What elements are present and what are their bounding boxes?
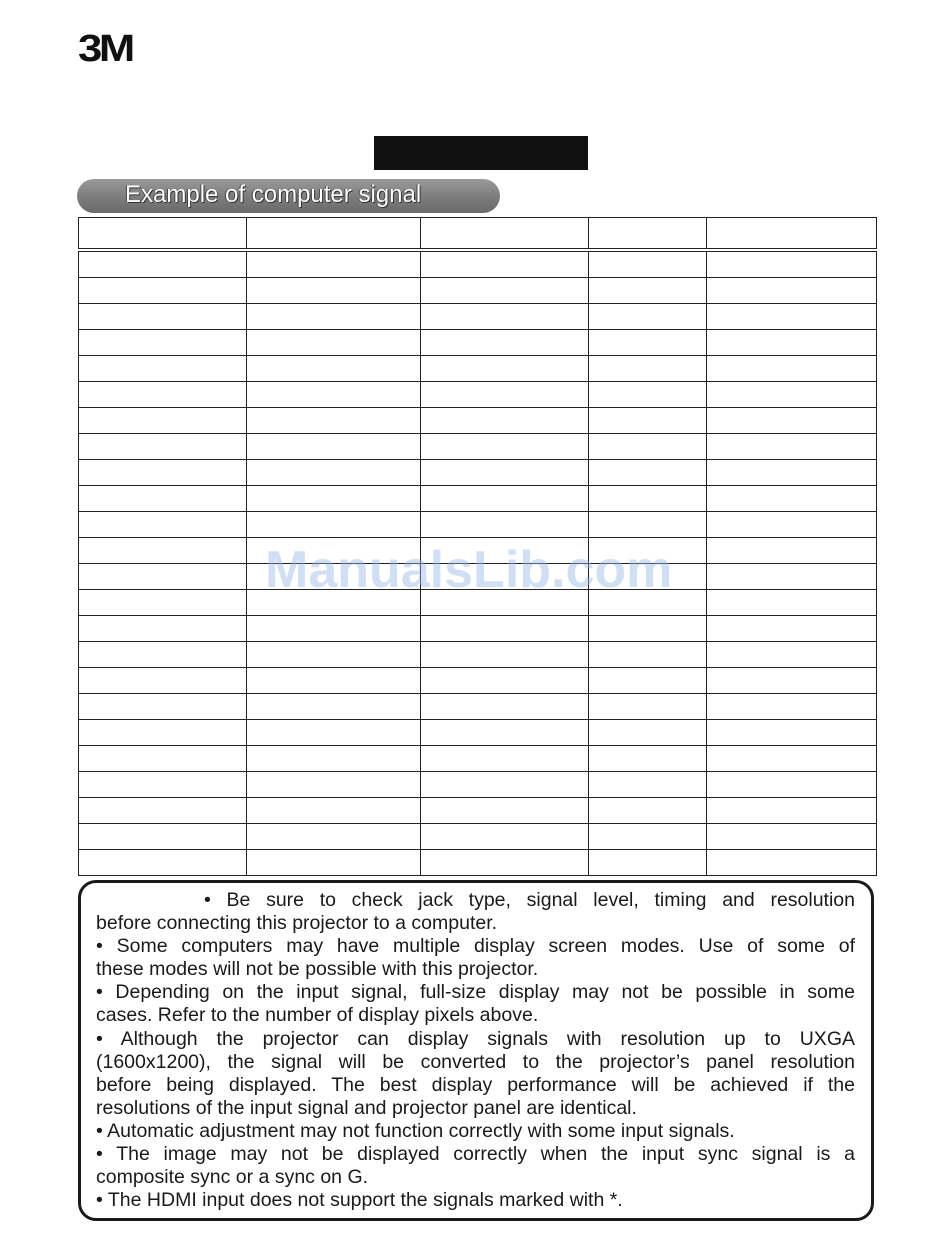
table-cell (247, 589, 421, 615)
table-header-cell (79, 218, 247, 251)
table-header-cell (247, 218, 421, 251)
table-cell (707, 771, 877, 797)
table-cell (589, 771, 707, 797)
table-cell (421, 849, 589, 875)
table-row (79, 563, 877, 589)
table-header-cell (589, 218, 707, 251)
table-cell (247, 823, 421, 849)
table-cell (421, 771, 589, 797)
table-cell (79, 304, 247, 330)
table-cell (421, 641, 589, 667)
table-cell (589, 304, 707, 330)
table-cell (247, 459, 421, 485)
table-body (79, 250, 877, 876)
table-cell (707, 719, 877, 745)
table-cell (79, 563, 247, 589)
table-cell (707, 278, 877, 304)
table-cell (421, 356, 589, 382)
table-cell (589, 278, 707, 304)
table-row (79, 304, 877, 330)
table-row (79, 641, 877, 667)
table-cell (247, 278, 421, 304)
table-cell (589, 719, 707, 745)
table-cell (247, 693, 421, 719)
table-cell (421, 459, 589, 485)
table-cell (707, 615, 877, 641)
table-cell (589, 459, 707, 485)
table-row (79, 511, 877, 537)
table-cell (421, 693, 589, 719)
table-cell (247, 304, 421, 330)
computer-signal-table (78, 217, 877, 876)
table-cell (247, 641, 421, 667)
table-cell (707, 330, 877, 356)
notes-box (78, 880, 874, 1221)
table-row (79, 485, 877, 511)
table-cell (247, 797, 421, 823)
table-cell (707, 849, 877, 875)
table-cell (421, 745, 589, 771)
table-row (79, 433, 877, 459)
table-cell (421, 330, 589, 356)
table-cell (247, 433, 421, 459)
table-cell (589, 667, 707, 693)
table-row (79, 278, 877, 304)
note-line: composite sync or a sync on G. (96, 1166, 369, 1189)
table-cell (421, 719, 589, 745)
table-cell (247, 745, 421, 771)
table-cell (79, 823, 247, 849)
table-cell (247, 250, 421, 278)
note-line: • The HDMI input does not support the signals marked with *. (96, 1189, 623, 1212)
table-cell (421, 615, 589, 641)
table-cell (79, 771, 247, 797)
note-line: these modes will not be possible with this projector. (96, 958, 539, 981)
table-header-row (79, 218, 877, 251)
table-row (79, 330, 877, 356)
table-cell (589, 563, 707, 589)
table-cell (707, 250, 877, 278)
table-row (79, 719, 877, 745)
table-cell (589, 356, 707, 382)
table-cell (707, 459, 877, 485)
table-cell (707, 693, 877, 719)
table-cell (79, 719, 247, 745)
table-cell (589, 693, 707, 719)
table-row (79, 615, 877, 641)
table-cell (589, 823, 707, 849)
watermark: ManualsLib.com (265, 541, 673, 599)
table-cell (707, 641, 877, 667)
note-line: • Be sure to check jack type, signal level, timing and resolution (204, 889, 855, 911)
note-line: before being displayed. The best display performance will be achieved if the (96, 1073, 855, 1096)
table-cell (421, 797, 589, 823)
table-cell (589, 745, 707, 771)
table-cell (707, 485, 877, 511)
table-cell (79, 278, 247, 304)
table-cell (421, 250, 589, 278)
table-cell (247, 563, 421, 589)
table-cell (79, 667, 247, 693)
table-cell (589, 407, 707, 433)
table-cell (79, 407, 247, 433)
table-cell (79, 459, 247, 485)
table-cell (79, 433, 247, 459)
table-cell (247, 667, 421, 693)
table-cell (589, 589, 707, 615)
table-cell (589, 330, 707, 356)
table-cell (707, 537, 877, 563)
table-cell (589, 511, 707, 537)
table-cell (707, 797, 877, 823)
table-cell (79, 511, 247, 537)
section-title: Example of computer signal (125, 181, 422, 208)
table-row (79, 745, 877, 771)
table-cell (79, 537, 247, 563)
table-cell (421, 278, 589, 304)
table-cell (707, 356, 877, 382)
table-cell (707, 304, 877, 330)
note-line: • The image may not be displayed correctly when the input sync signal is a (96, 1143, 855, 1166)
table-cell (79, 693, 247, 719)
table-cell (421, 433, 589, 459)
table-cell (79, 797, 247, 823)
table-cell (707, 745, 877, 771)
table-row (79, 823, 877, 849)
table-cell (79, 485, 247, 511)
table-row (79, 459, 877, 485)
table-cell (247, 511, 421, 537)
table-cell (79, 745, 247, 771)
table-cell (707, 589, 877, 615)
table-row (79, 797, 877, 823)
table-cell (247, 615, 421, 641)
table-cell (589, 485, 707, 511)
table-cell (247, 849, 421, 875)
table-cell (707, 563, 877, 589)
table-cell (79, 849, 247, 875)
table-row (79, 537, 877, 563)
table-cell (79, 589, 247, 615)
table-row (79, 693, 877, 719)
table-row (79, 771, 877, 797)
table-row (79, 250, 877, 278)
table-cell (79, 250, 247, 278)
table-cell (421, 589, 589, 615)
table-cell (247, 719, 421, 745)
table-cell (589, 433, 707, 459)
table-cell (589, 537, 707, 563)
table-cell (421, 381, 589, 407)
table-cell (421, 511, 589, 537)
table-cell (589, 381, 707, 407)
table-cell (707, 407, 877, 433)
section-header (77, 179, 500, 213)
table-row (79, 667, 877, 693)
table-cell (421, 407, 589, 433)
table-cell (589, 250, 707, 278)
table-cell (247, 771, 421, 797)
table-cell (707, 381, 877, 407)
table-row (79, 589, 877, 615)
page-title-bar (374, 136, 588, 170)
note-line: resolutions of the input signal and projector panel are identical. (96, 1096, 637, 1119)
table-cell (421, 304, 589, 330)
note-line: before connecting this projector to a computer. (96, 912, 498, 935)
note-line: • Depending on the input signal, full-size display may not be possible in some (96, 981, 855, 1004)
brand-logo: 3M (78, 28, 132, 70)
table-cell (79, 641, 247, 667)
note-line: (1600x1200), the signal will be converted to the projector’s panel resolution (96, 1050, 855, 1073)
note-line: • Although the projector can display signals with resolution up to UXGA (96, 1027, 855, 1050)
note-line: • Some computers may have multiple display screen modes. Use of some of (96, 935, 855, 958)
table-cell (79, 330, 247, 356)
table-cell (421, 667, 589, 693)
table-cell (247, 485, 421, 511)
table-cell (247, 407, 421, 433)
table-cell (79, 356, 247, 382)
table-cell (79, 381, 247, 407)
table-cell (247, 381, 421, 407)
table-row (79, 381, 877, 407)
table-header-cell (421, 218, 589, 251)
table-cell (421, 823, 589, 849)
table-cell (589, 641, 707, 667)
table-row (79, 407, 877, 433)
table-cell (707, 667, 877, 693)
table-cell (707, 823, 877, 849)
table-cell (421, 537, 589, 563)
table-row (79, 356, 877, 382)
table-cell (589, 849, 707, 875)
table-header-cell (707, 218, 877, 251)
table-cell (707, 511, 877, 537)
table-cell (247, 356, 421, 382)
table-cell (589, 615, 707, 641)
table-row (79, 849, 877, 875)
table-cell (707, 433, 877, 459)
table-cell (79, 615, 247, 641)
table-cell (247, 330, 421, 356)
table-cell (421, 485, 589, 511)
note-line: • Automatic adjustment may not function correctly with some input signals. (96, 1119, 735, 1142)
note-line: cases. Refer to the number of display pixels above. (96, 1004, 539, 1027)
table-cell (421, 563, 589, 589)
table-cell (589, 797, 707, 823)
table-cell (247, 537, 421, 563)
